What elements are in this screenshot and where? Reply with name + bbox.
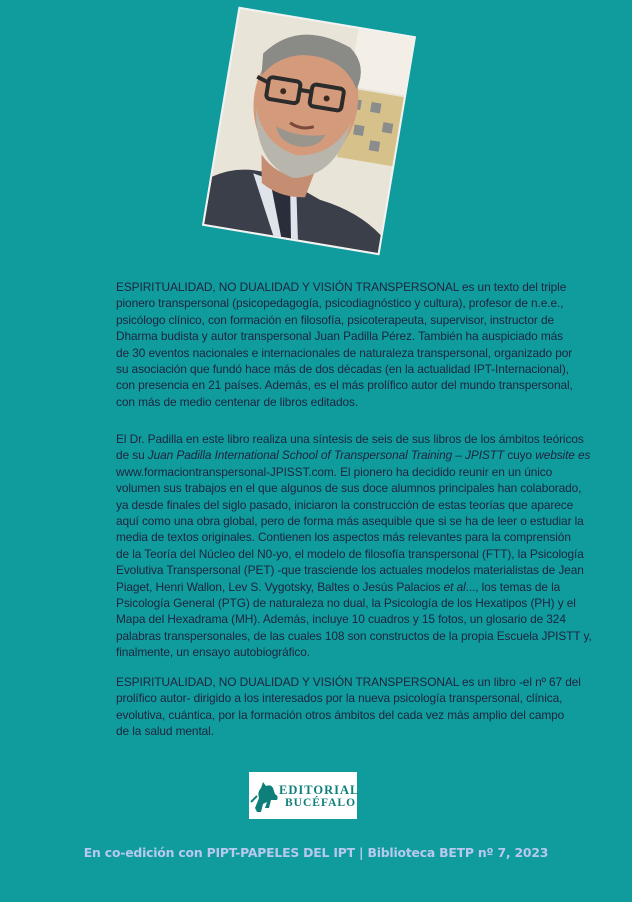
paragraph-author-bio	[116, 279, 628, 410]
audience-line: evolutiva, cuántica, por la formación otros ámbitos del cada vez más amplio del campo	[116, 707, 565, 722]
summary-line: Evolutiva Transpersonal (PET) -que trasciende los actuales modelos materialistas de Jean	[116, 563, 584, 578]
bio-line: es un texto del triple	[458, 280, 567, 294]
bio-line: pionero transpersonal (psicopedagogía, psicodiagnóstico y cultura), profesor de n.e.e.,	[116, 296, 564, 311]
bio-line: su asociación que fundó hace más de dos décadas (en la actualidad IPT-Internacional),	[116, 362, 569, 377]
summary-line: ..., los temas de la	[465, 579, 561, 594]
summary-line: de su	[116, 448, 148, 463]
website-label: website es	[535, 448, 591, 463]
paragraph-book-summary	[116, 431, 628, 661]
summary-line: El Dr. Padilla en este libro realiza una síntesis de seis de sus libros de los ámbitos teóricos	[116, 432, 584, 446]
paragraph-book-audience	[116, 674, 628, 740]
footer-biblioteca: Biblioteca BETP nº 7, 2023	[367, 845, 549, 860]
bio-line: con más de medio centenar de libros editados.	[116, 394, 359, 409]
footer-credits	[0, 845, 632, 860]
book-title: ESPIRITUALIDAD, NO DUALIDAD Y VISIÓN TRANSPERSONAL	[116, 280, 459, 294]
bio-line: con presencia en 21 países. Además, es el más prolífico autor del mundo transpersonal,	[116, 378, 573, 393]
bio-line: de 30 eventos nacionales e internacionales de naturaleza transpersonal, organizado por	[116, 345, 573, 360]
author-photo	[204, 9, 414, 253]
bio-line: psicólogo clínico, con formación en filosofía, psicoterapeuta, supervisor, instructor de	[116, 312, 554, 327]
summary-line: cuyo	[504, 448, 536, 463]
author-photo-image	[204, 9, 414, 253]
summary-line: Piaget, Henri Wallon, Lev S. Vygotsky, Baltes o Jesús Palacios	[116, 579, 444, 594]
bio-line: Dharma budista y autor transpersonal Juan Padilla Pérez. También ha auspiciado más	[116, 329, 563, 344]
publisher-logo	[249, 772, 360, 819]
summary-line: finalmente, un ensayo autobiográfico.	[116, 645, 310, 660]
footer-ipt: PIPT-PAPELES DEL IPT	[206, 845, 355, 860]
logo-line-2: BUCÉFALO	[285, 797, 357, 809]
summary-line: ya desde finales del siglo pasado, iniciaron la construcción de estas teorías que aparece	[116, 497, 574, 512]
audience-line: de la salud mental.	[116, 724, 214, 739]
audience-line: ESPIRITUALIDAD, NO DUALIDAD Y VISIÓN TRANSPERSONAL es un libro -el nº 67 del	[116, 675, 581, 689]
school-name: Juan Padilla International School of Transpersonal Training – JPISTT	[147, 448, 505, 463]
summary-line: palabras transpersonales, de las cuales 108 son constructos de la propia Escuela JPISTT y,	[116, 628, 592, 643]
summary-line: volumen sus trabajos en el que algunos de sus doce alumnos principales han colaborado,	[116, 481, 582, 496]
summary-line: de la Teoría del Núcleo del N0-yo, el modelo de filosofía transpersonal (FTT), la Psicología	[116, 546, 584, 561]
footer-separator: |	[354, 845, 368, 860]
summary-line: media de textos originales. Contienen los aspectos más relevantes para la comprensión	[116, 530, 571, 545]
logo-line-1: EDITORIAL	[279, 783, 360, 797]
footer-prefix: En co-edición con	[83, 845, 207, 860]
audience-line: prolífico autor- dirigido a los interesados por la nueva psicología transpersonal, clínica,	[116, 691, 563, 706]
summary-line: Psicología General (PTG) de naturaleza no dual, la Psicología de los Hexatipos (PH) y el	[116, 596, 576, 611]
summary-line: aquí como una obra global, pero de forma más asequible que si se ha de leer o estudiar la	[116, 514, 584, 529]
et-al: et al	[443, 579, 466, 594]
summary-line: Mapa del Hexadrama (MH). Además, incluye 10 cuadros y 15 fotos, un glosario de 324	[116, 612, 566, 627]
summary-line: www.formaciontranspersonal-JPISST.com. El pionero ha decidido reunir en un único	[116, 464, 553, 479]
